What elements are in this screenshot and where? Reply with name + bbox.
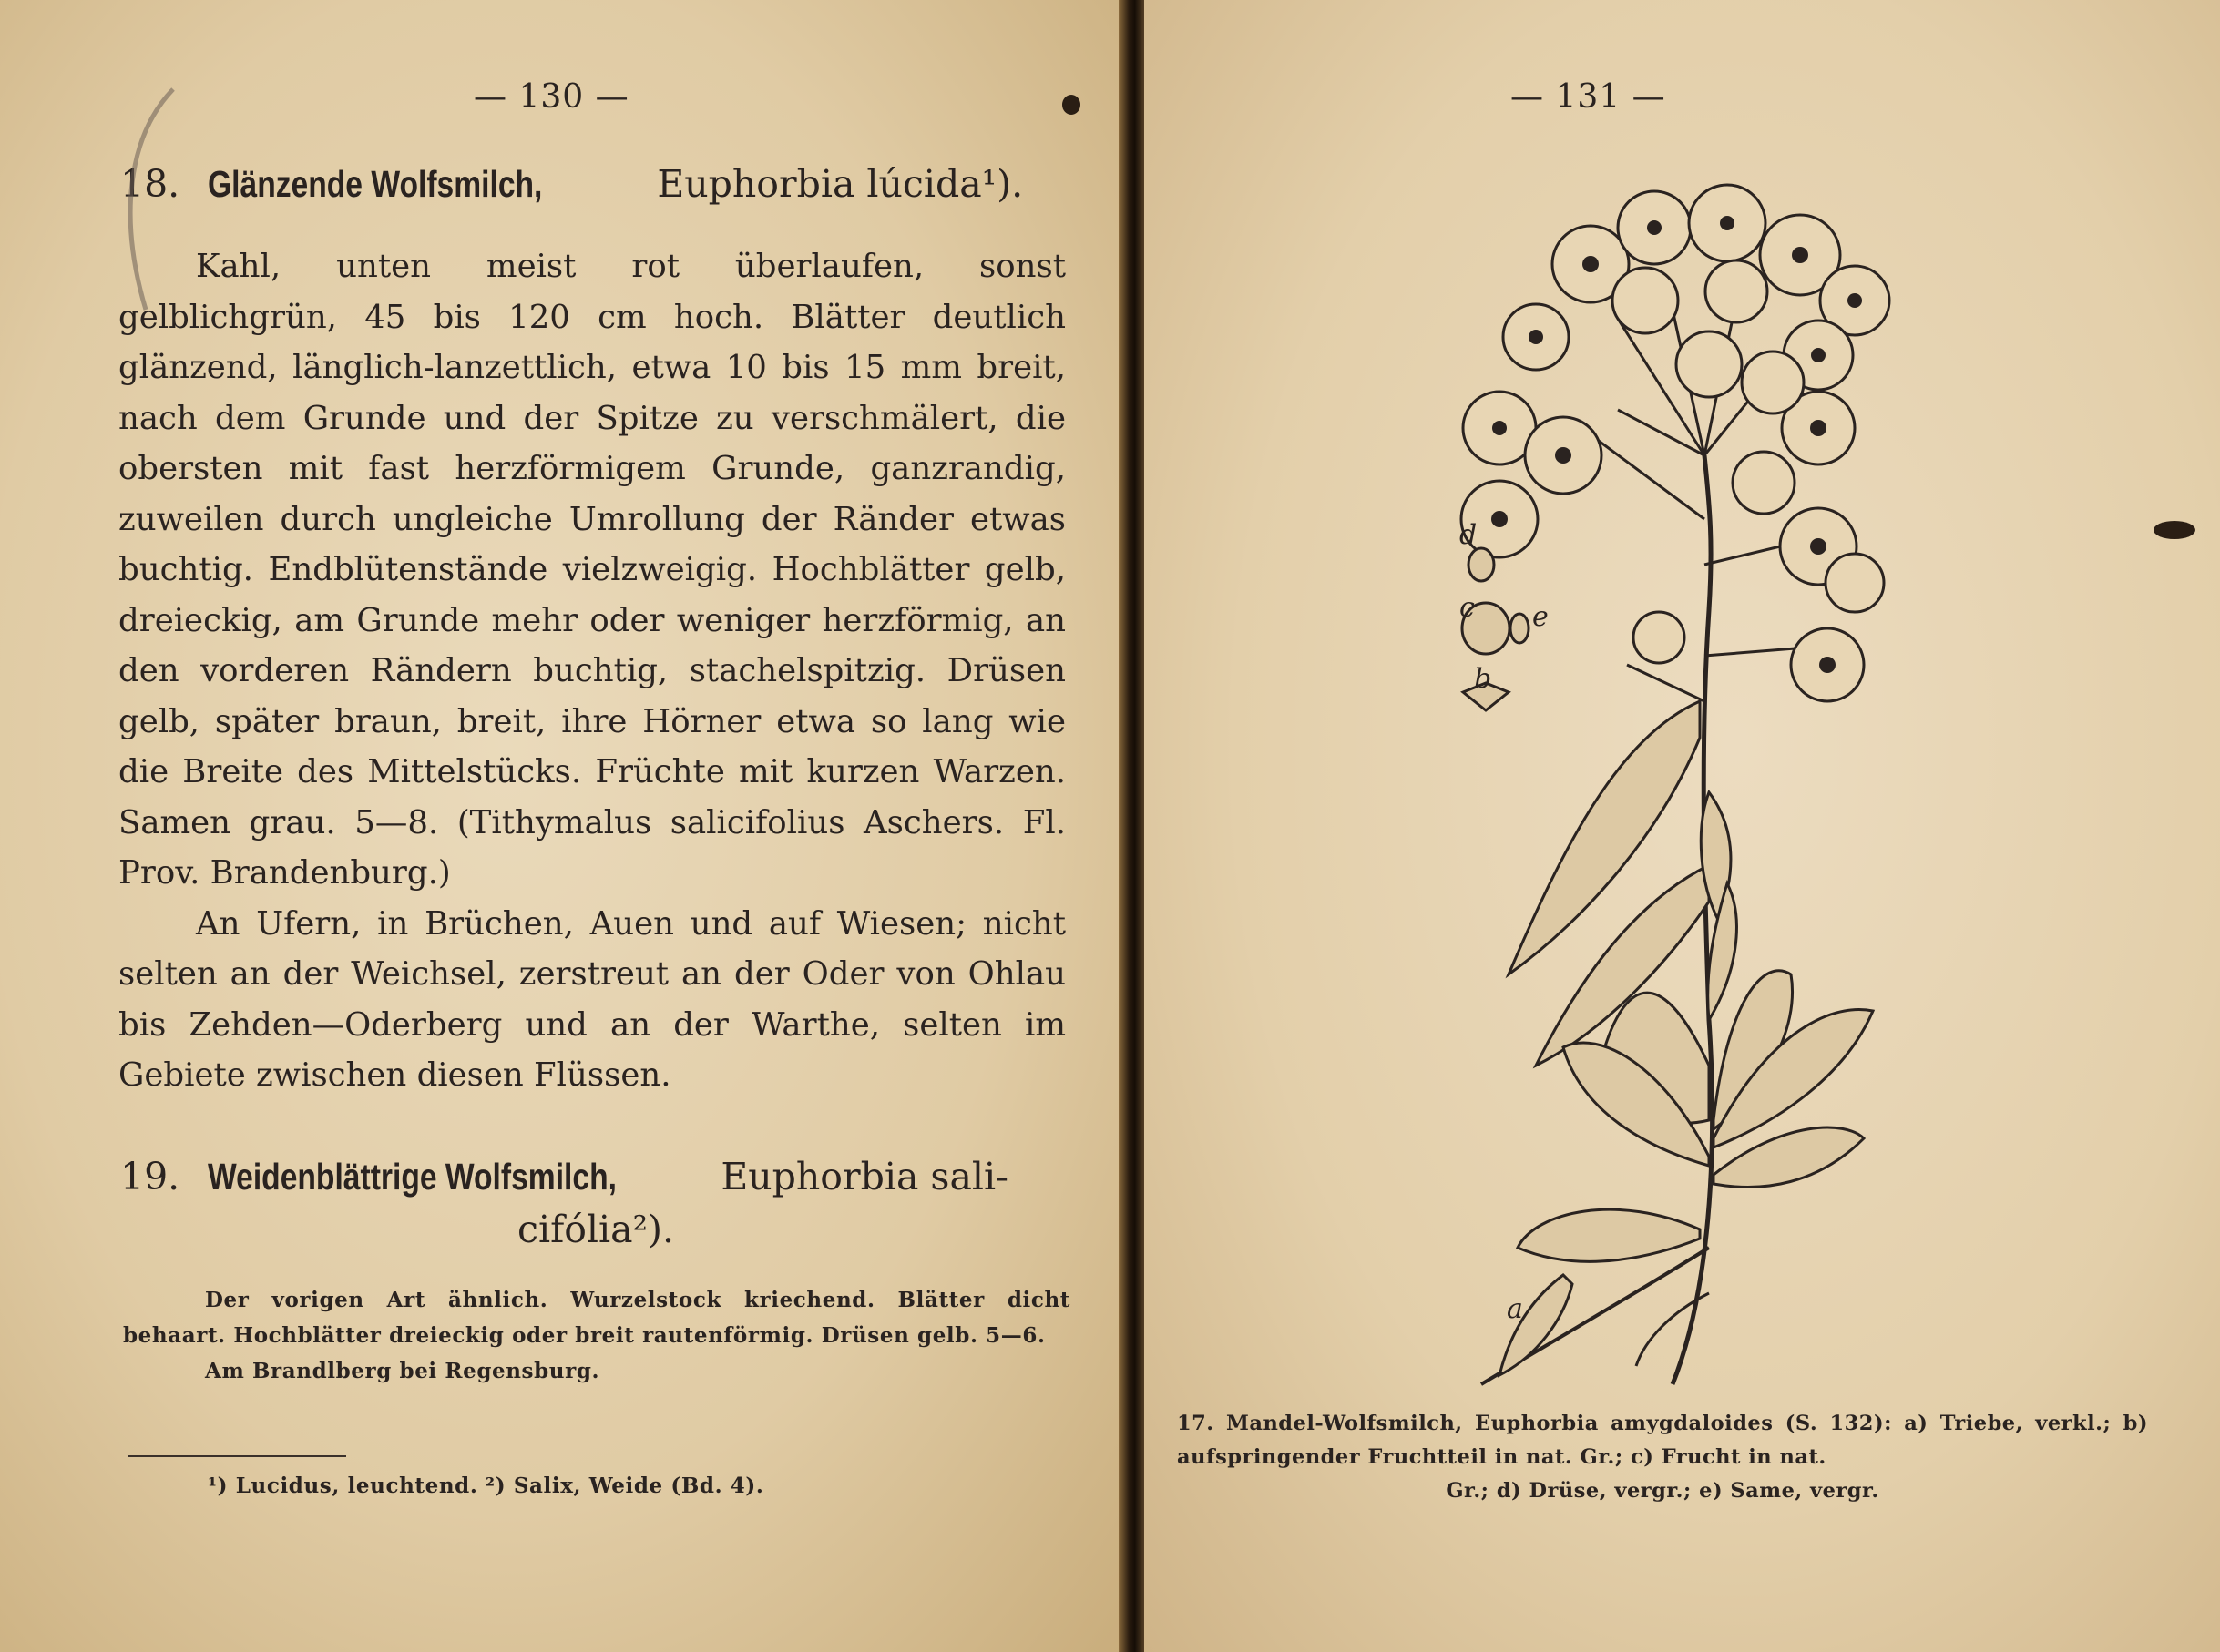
species-19-name: Weidenblättrige Wolfsmilch, (208, 1156, 618, 1198)
ink-smudge-right (2154, 521, 2195, 539)
species-19-latin-1: Euphorbia sali- (721, 1155, 1008, 1198)
species-19-description (123, 1282, 1070, 1389)
figure-label-b: b (1474, 663, 1492, 695)
figure-label-e: e (1532, 601, 1549, 633)
species-19-number: 19. (120, 1155, 180, 1198)
page-number-right: — 131 — (1510, 78, 1666, 116)
pencil-bracket-mark (109, 82, 191, 319)
species-18-number: 18. (120, 162, 180, 206)
figure-caption-last-line: Gr.; d) Drüse, vergr.; e) Same, vergr. (1446, 1479, 1879, 1503)
species-18-latin: Euphorbia lúcida¹). (657, 162, 1024, 206)
figure-label-d: d (1459, 519, 1478, 551)
description-paragraph: Kahl, unten meist rot überlaufen, sonst gelblichgrün, 45 bis 120 cm hoch. Blätter deutlich glänzend, länglich-lanzettlich, etwa 10 bis 15 mm breit, nach dem Grunde und der Spitze zu verschmälert, die obersten mit fast herzförmigem Grunde, ganzrandig, zuweilen durch ungleiche Umrollung der Ränder etwas buchtig. Endblütenstände vielzweigig. Hochblätter gelb, dreieckig, am Grunde mehr oder weniger herzförmig, an den vorderen Rändern buchtig, stachelspitzig. Drüsen gelb, später braun, breit, ihre Hörner etwa so lang wie die Breite des Mittelstücks. Früchte mit kurzen Warzen. Samen grau. 5—8. (Tithymalus salicifolius Aschers. Fl. Prov. Brandenburg.) (118, 248, 1066, 892)
page-number-left: — 130 — (474, 78, 629, 116)
figure-caption: 17. Mandel-Wolfsmilch, Euphorbia amygdaloides (S. 132): a) Triebe, verkl.; b) aufspringender Fruchtteil in nat. Gr.; c) Frucht in nat. (1177, 1412, 2148, 1469)
species-18-name: Glänzende Wolfsmilch, (208, 163, 543, 205)
footnote-rule (128, 1455, 346, 1457)
species-19-latin-2: cifólia²). (517, 1208, 675, 1251)
euphorbia-illustration (1436, 155, 2092, 1393)
species-19-heading (120, 1155, 1008, 1198)
right-page (1144, 0, 2220, 1652)
figure-label-c: c (1459, 592, 1475, 624)
small-description: Der vorigen Art ähnlich. Wurzelstock kriechend. Blätter dicht behaart. Hochblätter dreieckig oder breit rautenförmig. Drüsen gelb. 5—6. (123, 1288, 1070, 1348)
small-locality: Am Brandlberg bei Regensburg. (205, 1359, 600, 1383)
habitat-paragraph: An Ufern, in Brüchen, Auen und auf Wiesen; nicht selten an der Weichsel, zerstreut an der Oder von Ohlau bis Zehden—Oderberg und an der Warthe, selten im Gebiete zwischen diesen Flüssen. (118, 904, 1066, 1094)
species-18-heading (120, 162, 1023, 206)
ink-smudge (1062, 95, 1080, 115)
species-18-description (118, 241, 1066, 1101)
figure-label-a: a (1507, 1293, 1523, 1325)
footnotes: ¹) Lucidus, leuchtend. ²) Salix, Weide (Bd. 4). (208, 1474, 764, 1498)
